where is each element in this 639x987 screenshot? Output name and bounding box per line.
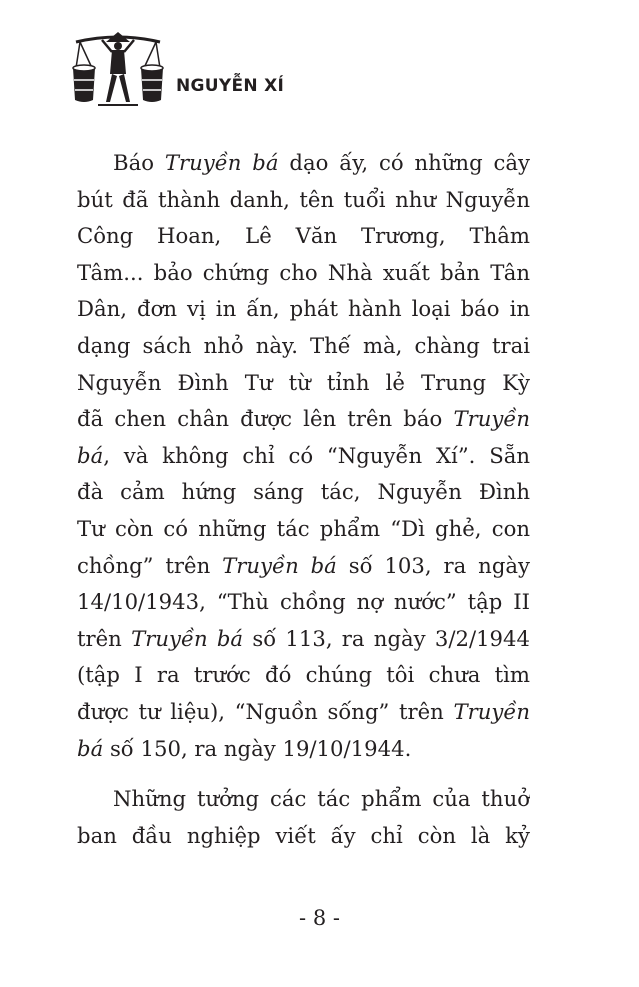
text-run: ban đầu nghiệp viết ấy chỉ còn là kỷ (77, 822, 530, 848)
italic-title: Truyền bá (222, 552, 337, 578)
text-run: số 150, ra ngày 19/10/1944. (103, 735, 412, 761)
italic-title: bá (77, 735, 104, 761)
text-line (77, 511, 530, 548)
text-line (77, 328, 530, 365)
text-run: (tập I ra trước đó chúng tôi chưa tìm (77, 662, 530, 688)
text-run: Nguyễn Đình Tư từ tỉnh lẻ Trung Kỳ (77, 369, 530, 395)
text-line (77, 657, 530, 694)
text-line (77, 694, 530, 731)
text-run: Báo (113, 150, 165, 175)
text-run: Tâm... bảo chứng cho Nhà xuất bản Tân (77, 259, 530, 285)
text-line (77, 818, 530, 855)
text-line (77, 255, 530, 292)
paragraph (77, 781, 530, 854)
text-run: 14/10/1943, “Thù chồng nợ nước” tập II (77, 589, 530, 615)
text-run: dạng sách nhỏ này. Thế mà, chàng trai (77, 332, 530, 358)
page-number: - 8 - (299, 906, 340, 930)
text-line (77, 731, 530, 768)
text-line (77, 218, 530, 255)
text-run: số 113, ra ngày 3/2/1944 (243, 625, 530, 651)
text-line (77, 548, 530, 585)
text-run: bút đã thành danh, tên tuổi như Nguyễn (77, 186, 530, 212)
body-text (77, 145, 530, 854)
text-line (77, 401, 530, 438)
text-run: dạo ấy, có những cây (278, 150, 530, 175)
italic-title: Truyền bá (131, 625, 244, 651)
paragraph (77, 145, 530, 767)
text-line (77, 621, 530, 658)
text-run: Công Hoan, Lê Văn Trương, Thâm (77, 223, 530, 249)
text-run: Những tưởng các tác phẩm của thuở (113, 786, 530, 812)
text-line (77, 781, 530, 818)
running-header (72, 30, 572, 110)
text-line (77, 291, 530, 328)
text-run: được tư liệu), “Nguồn sống” trên (77, 698, 454, 724)
text-run: chồng” trên (77, 552, 223, 578)
text-run: trên (77, 625, 132, 651)
header-title: NGUYỄN XÍ (176, 76, 285, 96)
italic-title: Truyền bá (164, 150, 279, 175)
text-run: đã chen chân được lên trên báo (77, 406, 454, 432)
italic-title: Truyền (453, 406, 530, 432)
street-vendor-carrying-pole-icon (72, 30, 164, 108)
text-line (77, 584, 530, 621)
text-run: đà cảm hứng sáng tác, Nguyễn Đình (77, 479, 530, 505)
text-line (77, 145, 530, 182)
text-run: số 103, ra ngày (336, 552, 530, 578)
italic-title: bá (77, 442, 104, 468)
text-run: Tư còn có những tác phẩm “Dì ghẻ, con (77, 515, 530, 541)
text-run: Dân, đơn vị in ấn, phát hành loại báo in (77, 296, 530, 322)
text-line (77, 438, 530, 475)
text-line (77, 474, 530, 511)
text-run: , và không chỉ có “Nguyễn Xí”. Sẵn (103, 442, 530, 468)
italic-title: Truyền (453, 698, 530, 724)
text-line (77, 365, 530, 402)
text-line (77, 182, 530, 219)
